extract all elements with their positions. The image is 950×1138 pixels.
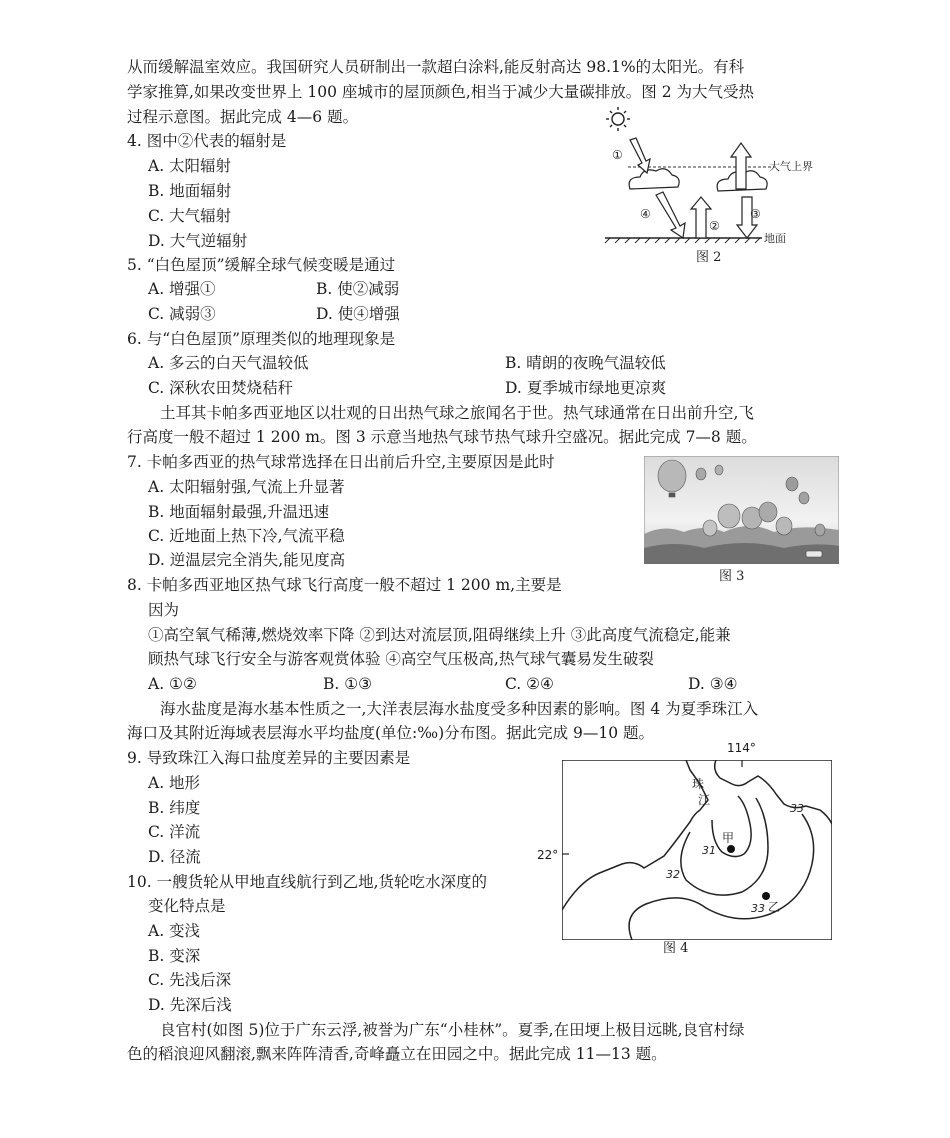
question-10-cont: 变化特点是 xyxy=(148,897,226,915)
intro2-line-2: 行高度一般不超过 1 200 m。图 3 示意当地热气球节热气球升空盛况。据此完成 7—8 题。 xyxy=(127,428,757,446)
q6-option-a: A. 多云的白天气温较低 xyxy=(148,354,309,372)
balloon-low-1 xyxy=(703,520,717,536)
balloon-large xyxy=(658,460,686,492)
q9-option-c: C. 洋流 xyxy=(148,823,201,841)
q4-option-d: D. 大气逆辐射 xyxy=(148,232,248,250)
q6-option-b: B. 晴朗的夜晚气温较低 xyxy=(505,354,666,372)
question-8: 8. 卡帕多西亚地区热气球飞行高度一般不超过 1 200 m,主要是 xyxy=(127,576,562,594)
q8-option-a: A. ①② xyxy=(148,675,197,693)
label-atmosphere-top: 大气上界 xyxy=(769,160,813,173)
q5-option-c: C. 减弱③ xyxy=(148,305,216,323)
figure-2-caption: 图 2 xyxy=(696,250,722,265)
arrow-4 xyxy=(656,192,685,238)
q6-option-c: C. 深秋农田焚烧秸秆 xyxy=(148,379,294,397)
river-label-zhu: 珠 xyxy=(692,777,705,791)
figure-4-caption: 图 4 xyxy=(663,941,689,956)
q8-option-c: C. ②④ xyxy=(505,675,554,693)
q7-option-d: D. 逆温层完全消失,能见度高 xyxy=(148,551,346,569)
river-label-jiang: 江 xyxy=(698,793,711,807)
marker-4: ④ xyxy=(640,207,651,221)
balloon-small-3 xyxy=(786,477,798,491)
atmosphere-heating-diagram xyxy=(600,105,815,270)
marker-3: ③ xyxy=(750,207,761,221)
salinity-map xyxy=(562,760,832,940)
intro3-line-1: 海水盐度是海水基本性质之一,大洋表层海水盐度受多种因素的影响。图 4 为夏季珠江入 xyxy=(160,700,759,718)
q9-option-d: D. 径流 xyxy=(148,848,201,866)
q6-option-d: D. 夏季城市绿地更凉爽 xyxy=(505,379,667,397)
q9-option-a: A. 地形 xyxy=(148,774,201,792)
q4-option-a: A. 太阳辐射 xyxy=(148,157,232,175)
isoline-31-label: 31 xyxy=(702,844,716,857)
intro4-line-1: 良官村(如图 5)位于广东云浮,被誉为广东“小桂林”。夏季,在田埂上极目远眺,良官村绿 xyxy=(160,1021,745,1039)
place-jia-label: 甲 xyxy=(722,831,735,845)
balloon-mid-3 xyxy=(759,502,777,522)
q4-option-b: B. 地面辐射 xyxy=(148,182,232,200)
photo-vehicle xyxy=(806,551,822,557)
q4-option-c: C. 大气辐射 xyxy=(148,207,232,225)
q5-option-a: A. 增强① xyxy=(148,280,216,298)
q7-option-c: C. 近地面上热下冷,气流平稳 xyxy=(148,527,345,545)
balloon-low-3 xyxy=(815,524,825,536)
longitude-label: 114° xyxy=(727,741,756,755)
q9-option-b: B. 纬度 xyxy=(148,799,201,817)
q10-option-d: D. 先深后浅 xyxy=(148,996,232,1014)
question-6: 6. 与“白色屋顶”原理类似的地理现象是 xyxy=(127,330,396,348)
intro-line-3: 过程示意图。据此完成 4—6 题。 xyxy=(127,108,359,126)
point-yi-marker xyxy=(762,892,770,900)
balloon-small-4 xyxy=(799,492,809,504)
q7-option-a: A. 太阳辐射强,气流上升显著 xyxy=(148,478,345,496)
balloon-photo xyxy=(644,456,839,564)
ground-hatching xyxy=(605,238,760,243)
label-ground: 地面 xyxy=(764,232,786,245)
balloon-small-2 xyxy=(715,465,723,475)
isoline-32-label: 32 xyxy=(666,868,680,881)
arrow-2-ground-radiation xyxy=(691,197,711,238)
intro-line-1: 从而缓解温室效应。我国研究人员研制出一款超白涂料,能反射高达 98.1%的太阳光。有科 xyxy=(127,58,745,76)
place-yi-label: 乙 xyxy=(768,900,781,914)
figure-2 xyxy=(600,105,815,270)
balloon-mid-1 xyxy=(718,504,740,528)
question-7: 7. 卡帕多西亚的热气球常选择在日出前后升空,主要原因是此时 xyxy=(127,453,555,471)
marker-1: ① xyxy=(612,148,623,162)
figure-3-caption: 图 3 xyxy=(719,569,745,584)
q7-option-b: B. 地面辐射最强,升温迅速 xyxy=(148,503,330,521)
question-10: 10. 一艘货轮从甲地直线航行到乙地,货轮吃水深度的 xyxy=(127,873,488,891)
cloud-left xyxy=(629,169,679,189)
q8-statements-2: 顾热气球飞行安全与游客观赏体验 ④高空气压极高,热气球气囊易发生破裂 xyxy=(148,650,654,668)
q8-statements-1: ①高空氧气稀薄,燃烧效率下降 ②到达对流层顶,阻碍继续上升 ③此高度气流稳定,能兼 xyxy=(148,626,731,644)
sun-icon xyxy=(606,107,630,131)
intro4-line-2: 色的稻浪迎风翻滚,飘来阵阵清香,奇峰矗立在田园之中。据此完成 11—13 题。 xyxy=(127,1045,667,1063)
intro3-line-2: 海口及其附近海域表层海水平均盐度(单位:‰)分布图。据此完成 9—10 题。 xyxy=(127,724,655,742)
marker-2: ② xyxy=(709,219,720,233)
q5-option-b: B. 使②减弱 xyxy=(316,280,400,298)
point-jia-marker xyxy=(727,845,735,853)
intro2-line-1: 土耳其卡帕多西亚地区以壮观的日出热气球之旅闻名于世。热气球通常在日出前升空,飞 xyxy=(160,404,754,422)
arrow-1-solar xyxy=(630,138,650,173)
isoline-33-bottom-label: 33 xyxy=(751,902,765,915)
latitude-label: 22° xyxy=(537,848,559,862)
intro-line-2: 学家推算,如果改变世界上 100 座城市的屋顶颜色,相当于减少大量碳排放。图 2 为大气受热 xyxy=(127,83,755,101)
question-5: 5. “白色屋顶”缓解全球气候变暖是通过 xyxy=(127,256,396,274)
question-9: 9. 导致珠江入海口盐度差异的主要因素是 xyxy=(127,749,411,767)
isoline-33-top-label: 33 xyxy=(790,802,804,815)
q5-option-d: D. 使④增强 xyxy=(316,305,400,323)
figure-4 xyxy=(535,742,835,957)
balloon-low-2 xyxy=(776,517,792,535)
q10-option-b: B. 变深 xyxy=(148,947,201,965)
q8-option-b: B. ①③ xyxy=(323,675,373,693)
balloon-large-basket xyxy=(669,493,675,497)
figure-3 xyxy=(644,456,839,586)
question-4: 4. 图中②代表的辐射是 xyxy=(127,132,287,150)
q8-option-d: D. ③④ xyxy=(688,675,738,693)
question-8-cont: 因为 xyxy=(148,601,180,619)
q10-option-c: C. 先浅后深 xyxy=(148,971,232,989)
balloon-small-1 xyxy=(696,468,706,480)
q10-option-a: A. 变浅 xyxy=(148,922,201,940)
